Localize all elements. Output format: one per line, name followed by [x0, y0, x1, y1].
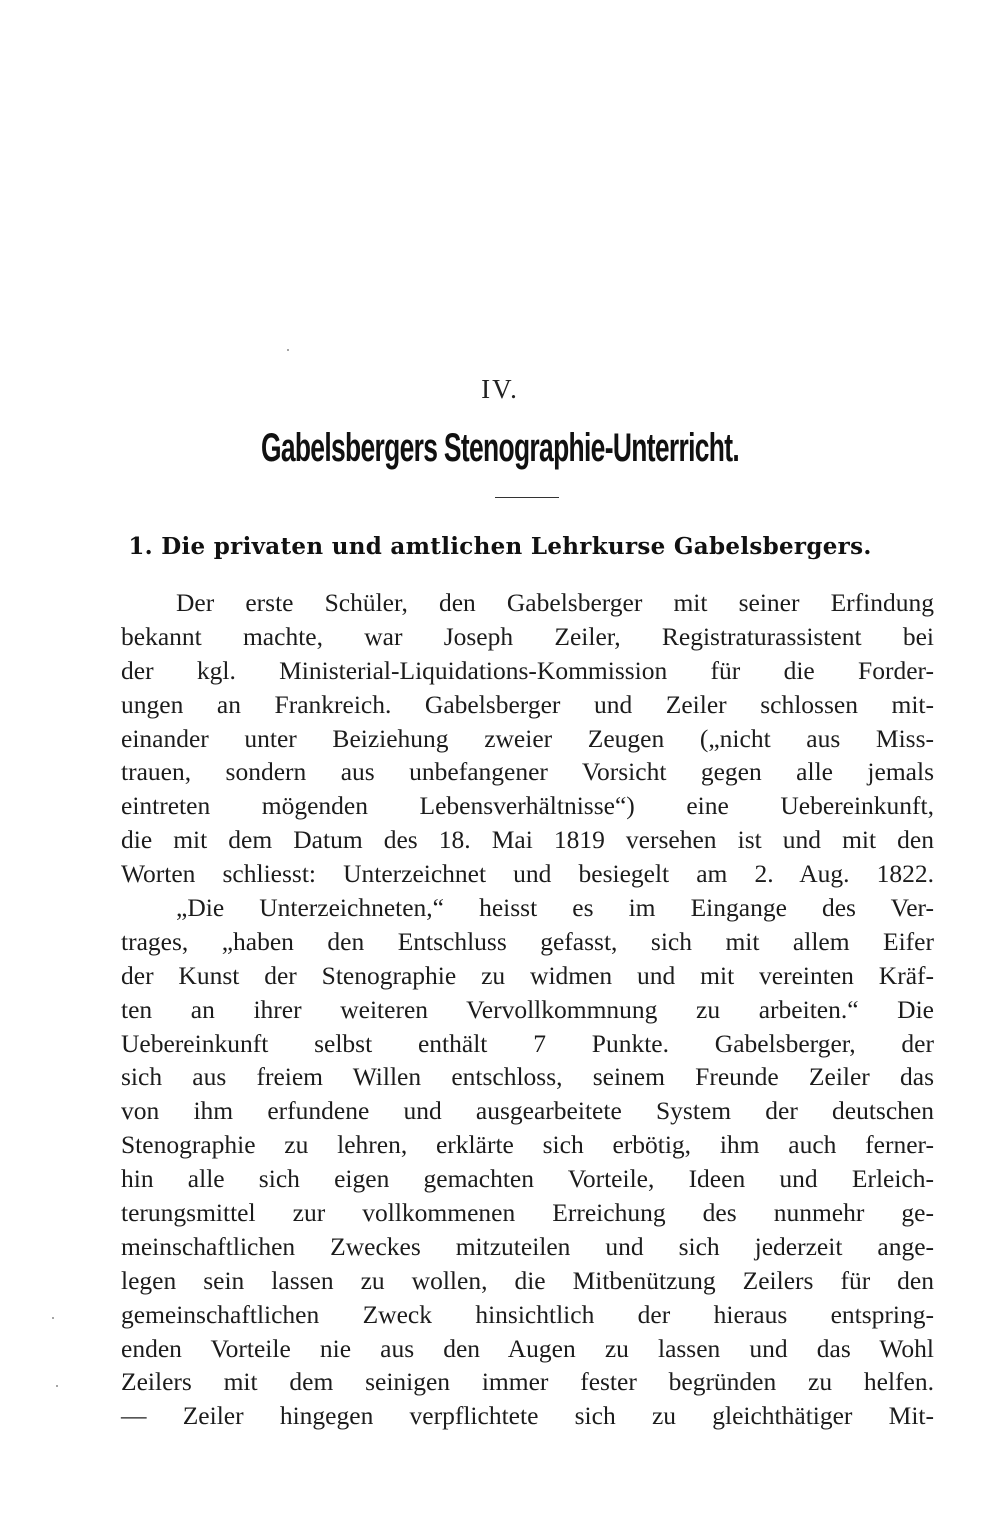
text-line: enden Vorteile nie aus den Augen zu lassen und das Wohl [121, 1333, 934, 1363]
scan-speck [52, 1317, 54, 1319]
text-line: Worten schliesst: Unterzeichnet und besiegelt am 2. Aug. 1822. [121, 859, 934, 889]
text-line: Der erste Schüler, den Gabelsberger mit seiner Erfindung [176, 588, 934, 617]
text-line: meinschaftlichen Zweckes mitzuteilen und sich jederzeit ange- [121, 1231, 934, 1261]
text-line: ten an ihrer weiteren Vervollkommnung zu arbeiten.“ Die [121, 994, 934, 1024]
text-line: „Die Unterzeichneten,“ heisst es im Eingange des Ver- [176, 893, 934, 923]
text-line: sich aus freiem Willen entschloss, seinem Freunde Zeiler das [121, 1062, 934, 1092]
text-line: die mit dem Datum des 18. Mai 1819 versehen ist und mit den [121, 825, 934, 855]
text-line: eintreten mögenden Lebensverhältnisse“) eine Uebereinkunft, [121, 791, 934, 821]
text-line: der Kunst der Stenographie zu widmen und mit vereinten Kräf- [121, 960, 934, 990]
section-heading: 1. Die privaten und amtlichen Lehrkurse Gabelsbergers. [128, 533, 872, 560]
text-line: gemeinschaftlichen Zweck hinsichtlich der hieraus entspring- [121, 1299, 934, 1329]
text-line: Stenographie zu lehren, erklärte sich erbötig, ihm auch ferner- [121, 1130, 934, 1160]
body-text [121, 586, 934, 1433]
scan-speck [56, 1385, 58, 1387]
text-line: — Zeiler hingegen verpflichtete sich zu gleichthätiger Mit- [121, 1401, 934, 1431]
text-line: trages, „haben den Entschluss gefasst, sich mit allem Eifer [121, 926, 934, 956]
text-line: ungen an Frankreich. Gabelsberger und Zeiler schlossen mit- [121, 689, 934, 719]
text-line: legen sein lassen zu wollen, die Mitbenützung Zeilers für den [121, 1265, 934, 1295]
text-line: einander unter Beiziehung zweier Zeugen („nicht aus Miss- [121, 723, 934, 753]
text-line: trauen, sondern aus unbefangener Vorsicht gegen alle jemals [121, 757, 934, 787]
scan-speck [287, 349, 289, 351]
text-line: bekannt machte, war Joseph Zeiler, Registraturassistent bei [121, 621, 934, 651]
chapter-number: IV. [481, 374, 519, 404]
text-line: Uebereinkunft selbst enthält 7 Punkte. Gabelsberger, der [121, 1028, 934, 1058]
text-line: Zeilers mit dem seinigen immer fester begründen zu helfen. [121, 1367, 934, 1397]
text-line: von ihm erfundene und ausgearbeitete System der deutschen [121, 1096, 934, 1126]
title-divider [495, 497, 559, 498]
text-line: hin alle sich eigen gemachten Vorteile, Ideen und Erleich- [121, 1164, 934, 1194]
text-line: terungsmittel zur vollkommenen Erreichung des nunmehr ge- [121, 1198, 934, 1228]
text-line: der kgl. Ministerial-Liquidations-Kommission für die Forder- [121, 655, 934, 685]
chapter-title: Gabelsbergers Stenographie-Unterricht. [260, 426, 740, 470]
